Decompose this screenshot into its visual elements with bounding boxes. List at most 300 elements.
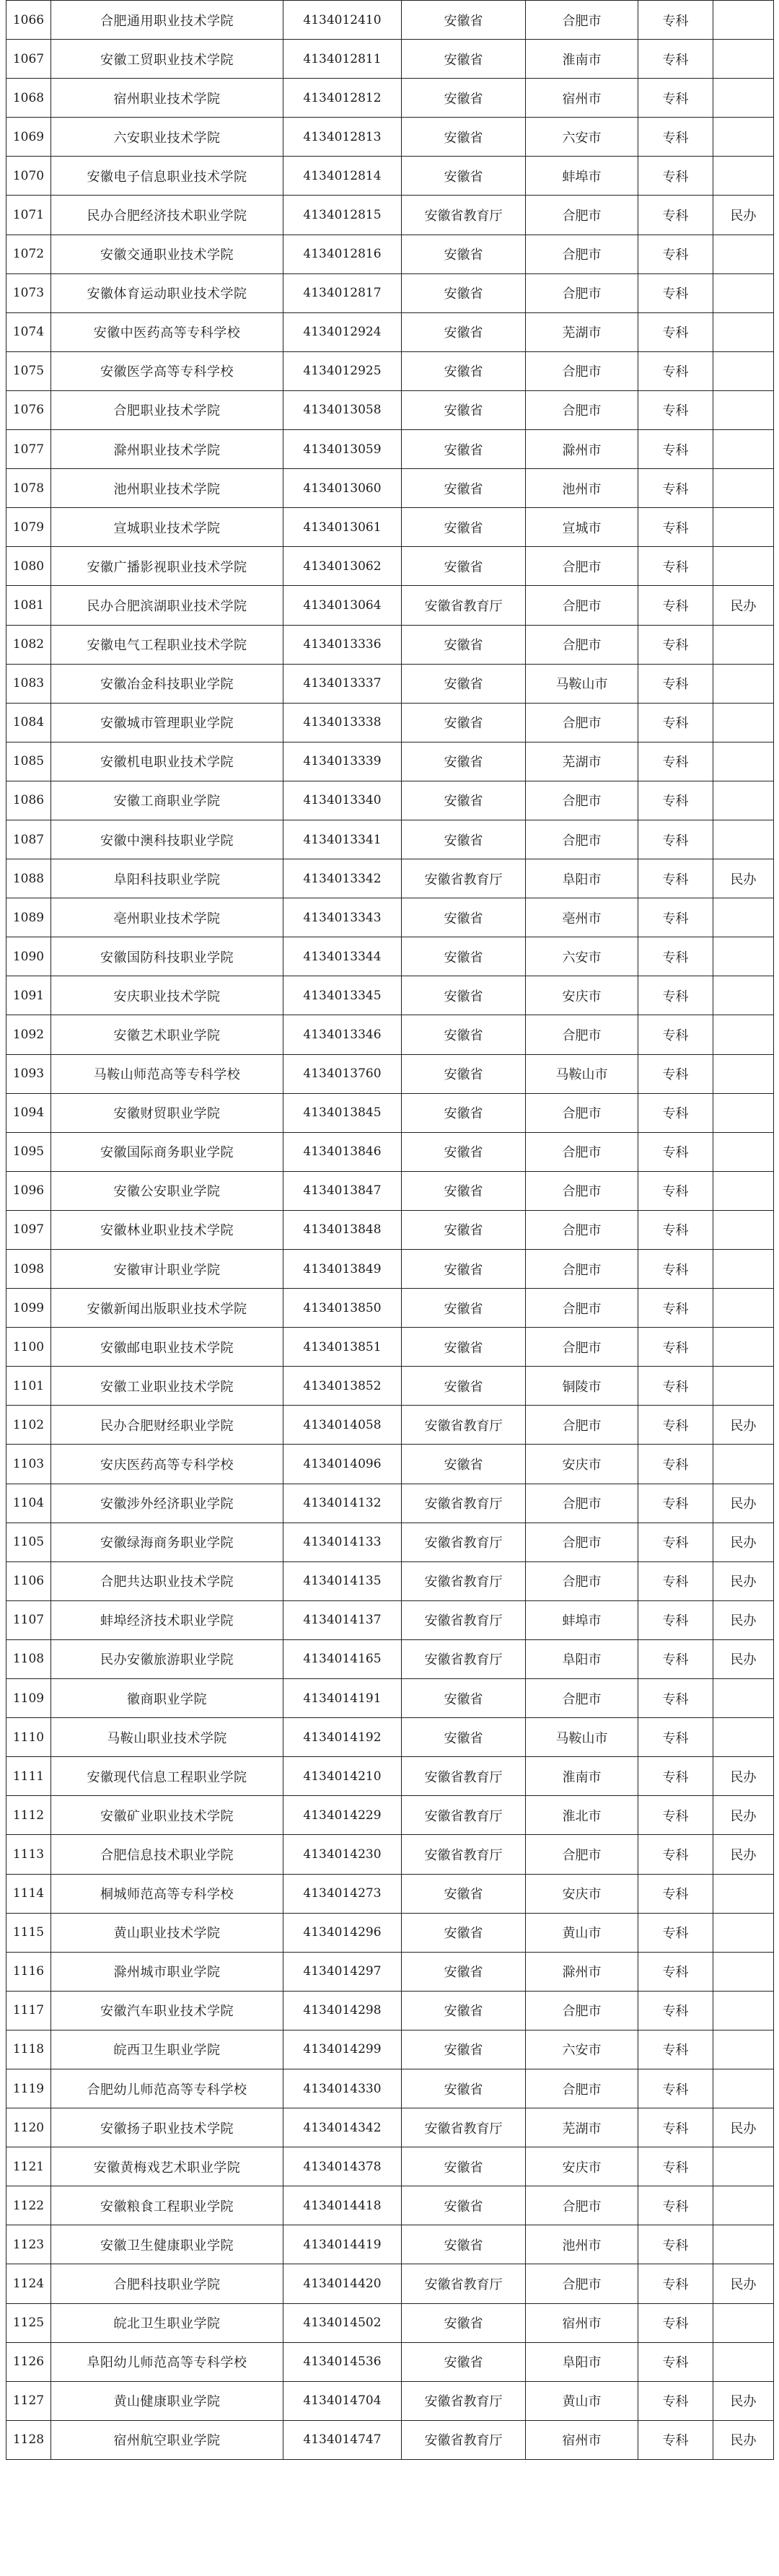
authority-cell: 安徽省: [402, 1913, 526, 1952]
table-row: [6, 2186, 774, 2225]
table-row: [6, 2264, 774, 2303]
authority-cell: 安徽省: [402, 820, 526, 859]
table-row: [6, 2108, 774, 2147]
note-cell: [713, 157, 774, 196]
table-row: [6, 2147, 774, 2186]
row-number-cell: 1106: [6, 1561, 51, 1600]
row-number-cell: 1101: [6, 1367, 51, 1406]
authority-cell: 安徽省: [402, 118, 526, 157]
row-number-cell: 1104: [6, 1484, 51, 1523]
note-cell: [713, 898, 774, 937]
note-cell: [713, 1328, 774, 1367]
note-cell: [713, 1093, 774, 1132]
school-name-cell: 安徽林业职业技术学院: [51, 1210, 283, 1249]
school-code-cell: 4134012812: [283, 79, 402, 118]
row-number-cell: 1116: [6, 1952, 51, 1991]
city-cell: 合肥市: [526, 586, 638, 625]
note-cell: [713, 2342, 774, 2381]
level-cell: 专科: [638, 1874, 713, 1913]
school-name-cell: 六安职业技术学院: [51, 118, 283, 157]
level-cell: 专科: [638, 79, 713, 118]
school-code-cell: 4134014378: [283, 2147, 402, 2186]
city-cell: 安庆市: [526, 1874, 638, 1913]
level-cell: 专科: [638, 781, 713, 820]
table-row: [6, 937, 774, 976]
school-code-cell: 4134014297: [283, 1952, 402, 1991]
city-cell: 蚌埠市: [526, 1600, 638, 1639]
level-cell: 专科: [638, 1250, 713, 1289]
city-cell: 合肥市: [526, 2186, 638, 2225]
table-row: [6, 1484, 774, 1523]
school-name-cell: 安徽艺术职业学院: [51, 1015, 283, 1054]
level-cell: 专科: [638, 1015, 713, 1054]
school-code-cell: 4134014096: [283, 1445, 402, 1484]
note-cell: [713, 508, 774, 547]
table-row: [6, 781, 774, 820]
school-code-cell: 4134013848: [283, 1210, 402, 1249]
school-code-cell: 4134014058: [283, 1406, 402, 1445]
authority-cell: 安徽省: [402, 40, 526, 79]
row-number-cell: 1090: [6, 937, 51, 976]
city-cell: 合肥市: [526, 1679, 638, 1718]
school-name-cell: 安徽粮食工程职业学院: [51, 2186, 283, 2225]
row-number-cell: 1098: [6, 1250, 51, 1289]
row-number-cell: 1086: [6, 781, 51, 820]
row-number-cell: 1110: [6, 1718, 51, 1757]
school-code-cell: 4134013847: [283, 1171, 402, 1210]
authority-cell: 安徽省: [402, 703, 526, 742]
school-code-cell: 4134013343: [283, 898, 402, 937]
city-cell: 铜陵市: [526, 1367, 638, 1406]
note-cell: 民办: [713, 586, 774, 625]
level-cell: 专科: [638, 1600, 713, 1639]
row-number-cell: 1117: [6, 1991, 51, 2030]
authority-cell: 安徽省: [402, 1718, 526, 1757]
level-cell: 专科: [638, 820, 713, 859]
city-cell: 合肥市: [526, 820, 638, 859]
level-cell: 专科: [638, 703, 713, 742]
school-name-cell: 安徽新闻出版职业技术学院: [51, 1289, 283, 1328]
school-name-cell: 安徽现代信息工程职业学院: [51, 1757, 283, 1796]
table-row: [6, 1523, 774, 1561]
authority-cell: 安徽省: [402, 1054, 526, 1093]
row-number-cell: 1095: [6, 1132, 51, 1171]
table-row: [6, 1639, 774, 1678]
level-cell: 专科: [638, 1445, 713, 1484]
city-cell: 宿州市: [526, 79, 638, 118]
note-cell: [713, 1991, 774, 2030]
school-name-cell: 合肥幼儿师范高等专科学校: [51, 2069, 283, 2108]
school-code-cell: 4134014299: [283, 2030, 402, 2069]
note-cell: [713, 79, 774, 118]
school-code-cell: 4134014230: [283, 1835, 402, 1874]
row-number-cell: 1085: [6, 742, 51, 781]
authority-cell: 安徽省: [402, 1210, 526, 1249]
authority-cell: 安徽省: [402, 1, 526, 40]
school-name-cell: 合肥科技职业学院: [51, 2264, 283, 2303]
note-cell: [713, 469, 774, 508]
note-cell: [713, 1874, 774, 1913]
city-cell: 安庆市: [526, 976, 638, 1015]
authority-cell: 安徽省: [402, 157, 526, 196]
authority-cell: 安徽省教育厅: [402, 1600, 526, 1639]
level-cell: 专科: [638, 1171, 713, 1210]
table-row: [6, 40, 774, 79]
school-name-cell: 安徽汽车职业技术学院: [51, 1991, 283, 2030]
level-cell: 专科: [638, 2225, 713, 2264]
city-cell: 芜湖市: [526, 742, 638, 781]
note-cell: 民办: [713, 2108, 774, 2147]
school-name-cell: 安徽电气工程职业技术学院: [51, 625, 283, 664]
authority-cell: 安徽省: [402, 1874, 526, 1913]
row-number-cell: 1080: [6, 547, 51, 586]
school-code-cell: 4134013337: [283, 664, 402, 703]
table-row: [6, 1874, 774, 1913]
table-row: [6, 2381, 774, 2420]
school-name-cell: 宿州航空职业学院: [51, 2420, 283, 2459]
school-name-cell: 马鞍山师范高等专科学校: [51, 1054, 283, 1093]
authority-cell: 安徽省: [402, 79, 526, 118]
school-name-cell: 阜阳科技职业学院: [51, 859, 283, 898]
level-cell: 专科: [638, 1367, 713, 1406]
level-cell: 专科: [638, 1639, 713, 1678]
city-cell: 池州市: [526, 469, 638, 508]
note-cell: [713, 1171, 774, 1210]
table-row: [6, 625, 774, 664]
level-cell: 专科: [638, 1328, 713, 1367]
level-cell: 专科: [638, 2303, 713, 2342]
table-row: [6, 820, 774, 859]
table-row: [6, 351, 774, 390]
school-name-cell: 安徽城市管理职业学院: [51, 703, 283, 742]
note-cell: [713, 1132, 774, 1171]
row-number-cell: 1084: [6, 703, 51, 742]
row-number-cell: 1123: [6, 2225, 51, 2264]
school-name-cell: 安庆职业技术学院: [51, 976, 283, 1015]
school-code-cell: 4134014210: [283, 1757, 402, 1796]
note-cell: [713, 742, 774, 781]
school-code-cell: 4134014330: [283, 2069, 402, 2108]
note-cell: 民办: [713, 1757, 774, 1796]
city-cell: 合肥市: [526, 1289, 638, 1328]
note-cell: [713, 430, 774, 469]
city-cell: 合肥市: [526, 625, 638, 664]
row-number-cell: 1091: [6, 976, 51, 1015]
school-code-cell: 4134013760: [283, 1054, 402, 1093]
row-number-cell: 1081: [6, 586, 51, 625]
level-cell: 专科: [638, 235, 713, 273]
row-number-cell: 1072: [6, 235, 51, 273]
table-row: [6, 2303, 774, 2342]
note-cell: [713, 312, 774, 351]
school-code-cell: 4134014342: [283, 2108, 402, 2147]
authority-cell: 安徽省: [402, 742, 526, 781]
note-cell: 民办: [713, 2264, 774, 2303]
row-number-cell: 1075: [6, 351, 51, 390]
city-cell: 合肥市: [526, 351, 638, 390]
school-code-cell: 4134013849: [283, 1250, 402, 1289]
row-number-cell: 1066: [6, 1, 51, 40]
table-row: [6, 1718, 774, 1757]
table-row: [6, 469, 774, 508]
city-cell: 合肥市: [526, 1484, 638, 1523]
level-cell: 专科: [638, 508, 713, 547]
school-code-cell: 4134012816: [283, 235, 402, 273]
note-cell: 民办: [713, 1796, 774, 1835]
school-code-cell: 4134013845: [283, 1093, 402, 1132]
city-cell: 合肥市: [526, 273, 638, 312]
level-cell: 专科: [638, 1484, 713, 1523]
school-name-cell: 宣城职业技术学院: [51, 508, 283, 547]
note-cell: [713, 273, 774, 312]
table-row: [6, 859, 774, 898]
row-number-cell: 1125: [6, 2303, 51, 2342]
row-number-cell: 1102: [6, 1406, 51, 1445]
note-cell: [713, 703, 774, 742]
school-name-cell: 安徽审计职业学院: [51, 1250, 283, 1289]
city-cell: 合肥市: [526, 1171, 638, 1210]
note-cell: 民办: [713, 196, 774, 235]
school-list-table: [6, 0, 774, 2460]
note-cell: [713, 1679, 774, 1718]
row-number-cell: 1127: [6, 2381, 51, 2420]
school-name-cell: 池州职业技术学院: [51, 469, 283, 508]
row-number-cell: 1078: [6, 469, 51, 508]
table-row: [6, 703, 774, 742]
level-cell: 专科: [638, 1835, 713, 1874]
table-row: [6, 1367, 774, 1406]
school-name-cell: 安徽中医药高等专科学校: [51, 312, 283, 351]
level-cell: 专科: [638, 1289, 713, 1328]
table-row: [6, 898, 774, 937]
table-row: [6, 196, 774, 235]
table-row: [6, 976, 774, 1015]
school-code-cell: 4134013344: [283, 937, 402, 976]
table-row: [6, 118, 774, 157]
row-number-cell: 1108: [6, 1639, 51, 1678]
school-code-cell: 4134013852: [283, 1367, 402, 1406]
authority-cell: 安徽省教育厅: [402, 586, 526, 625]
school-code-cell: 4134014132: [283, 1484, 402, 1523]
school-code-cell: 4134014165: [283, 1639, 402, 1678]
authority-cell: 安徽省: [402, 976, 526, 1015]
level-cell: 专科: [638, 742, 713, 781]
row-number-cell: 1077: [6, 430, 51, 469]
city-cell: 马鞍山市: [526, 1718, 638, 1757]
authority-cell: 安徽省: [402, 1679, 526, 1718]
level-cell: 专科: [638, 2420, 713, 2459]
table-row: [6, 1, 774, 40]
school-name-cell: 宿州职业技术学院: [51, 79, 283, 118]
city-cell: 安庆市: [526, 1445, 638, 1484]
note-cell: [713, 2225, 774, 2264]
school-code-cell: 4134014273: [283, 1874, 402, 1913]
authority-cell: 安徽省: [402, 390, 526, 429]
level-cell: 专科: [638, 2342, 713, 2381]
authority-cell: 安徽省: [402, 1171, 526, 1210]
level-cell: 专科: [638, 1757, 713, 1796]
row-number-cell: 1067: [6, 40, 51, 79]
row-number-cell: 1068: [6, 79, 51, 118]
school-code-cell: 4134014418: [283, 2186, 402, 2225]
level-cell: 专科: [638, 1952, 713, 1991]
table-row: [6, 1679, 774, 1718]
city-cell: 宿州市: [526, 2420, 638, 2459]
level-cell: 专科: [638, 1054, 713, 1093]
authority-cell: 安徽省教育厅: [402, 1639, 526, 1678]
note-cell: [713, 2186, 774, 2225]
school-name-cell: 合肥职业技术学院: [51, 390, 283, 429]
city-cell: 合肥市: [526, 235, 638, 273]
school-name-cell: 安徽涉外经济职业学院: [51, 1484, 283, 1523]
city-cell: 合肥市: [526, 1093, 638, 1132]
authority-cell: 安徽省: [402, 2342, 526, 2381]
school-name-cell: 马鞍山职业技术学院: [51, 1718, 283, 1757]
city-cell: 六安市: [526, 118, 638, 157]
note-cell: [713, 1, 774, 40]
table-row: [6, 547, 774, 586]
school-name-cell: 安徽交通职业技术学院: [51, 235, 283, 273]
level-cell: 专科: [638, 2264, 713, 2303]
city-cell: 合肥市: [526, 390, 638, 429]
city-cell: 六安市: [526, 937, 638, 976]
level-cell: 专科: [638, 859, 713, 898]
note-cell: [713, 976, 774, 1015]
row-number-cell: 1089: [6, 898, 51, 937]
note-cell: 民办: [713, 1484, 774, 1523]
city-cell: 合肥市: [526, 1, 638, 40]
row-number-cell: 1113: [6, 1835, 51, 1874]
row-number-cell: 1079: [6, 508, 51, 547]
table-row: [6, 1015, 774, 1054]
note-cell: 民办: [713, 1406, 774, 1445]
table-row: [6, 1132, 774, 1171]
row-number-cell: 1070: [6, 157, 51, 196]
authority-cell: 安徽省: [402, 1093, 526, 1132]
level-cell: 专科: [638, 273, 713, 312]
school-name-cell: 滁州城市职业学院: [51, 1952, 283, 1991]
school-name-cell: 安徽工业职业技术学院: [51, 1367, 283, 1406]
school-name-cell: 安徽国际商务职业学院: [51, 1132, 283, 1171]
school-name-cell: 阜阳幼儿师范高等专科学校: [51, 2342, 283, 2381]
table-row: [6, 1796, 774, 1835]
note-cell: [713, 1054, 774, 1093]
level-cell: 专科: [638, 390, 713, 429]
level-cell: 专科: [638, 1718, 713, 1757]
note-cell: [713, 390, 774, 429]
school-name-cell: 黄山健康职业学院: [51, 2381, 283, 2420]
table-row: [6, 1406, 774, 1445]
authority-cell: 安徽省教育厅: [402, 1406, 526, 1445]
table-row: [6, 1757, 774, 1796]
level-cell: 专科: [638, 2147, 713, 2186]
level-cell: 专科: [638, 1406, 713, 1445]
authority-cell: 安徽省: [402, 1132, 526, 1171]
authority-cell: 安徽省教育厅: [402, 196, 526, 235]
table-row: [6, 157, 774, 196]
table-row: [6, 742, 774, 781]
school-name-cell: 民办合肥滨湖职业技术学院: [51, 586, 283, 625]
level-cell: 专科: [638, 1796, 713, 1835]
school-code-cell: 4134013851: [283, 1328, 402, 1367]
table-row: [6, 2342, 774, 2381]
school-name-cell: 安徽财贸职业学院: [51, 1093, 283, 1132]
city-cell: 合肥市: [526, 1991, 638, 2030]
level-cell: 专科: [638, 664, 713, 703]
authority-cell: 安徽省: [402, 625, 526, 664]
level-cell: 专科: [638, 157, 713, 196]
city-cell: 淮南市: [526, 40, 638, 79]
school-name-cell: 安徽工贸职业技术学院: [51, 40, 283, 79]
row-number-cell: 1114: [6, 1874, 51, 1913]
authority-cell: 安徽省: [402, 2069, 526, 2108]
row-number-cell: 1087: [6, 820, 51, 859]
level-cell: 专科: [638, 976, 713, 1015]
row-number-cell: 1128: [6, 2420, 51, 2459]
school-code-cell: 4134013339: [283, 742, 402, 781]
school-code-cell: 4134014502: [283, 2303, 402, 2342]
school-code-cell: 4134014133: [283, 1523, 402, 1561]
authority-cell: 安徽省: [402, 2303, 526, 2342]
school-code-cell: 4134012924: [283, 312, 402, 351]
row-number-cell: 1093: [6, 1054, 51, 1093]
school-code-cell: 4134014191: [283, 1679, 402, 1718]
school-code-cell: 4134013059: [283, 430, 402, 469]
row-number-cell: 1092: [6, 1015, 51, 1054]
level-cell: 专科: [638, 937, 713, 976]
level-cell: 专科: [638, 1561, 713, 1600]
school-code-cell: 4134012815: [283, 196, 402, 235]
school-code-cell: 4134013062: [283, 547, 402, 586]
city-cell: 滁州市: [526, 430, 638, 469]
authority-cell: 安徽省: [402, 664, 526, 703]
table-row: [6, 430, 774, 469]
row-number-cell: 1119: [6, 2069, 51, 2108]
authority-cell: 安徽省: [402, 547, 526, 586]
school-code-cell: 4134012814: [283, 157, 402, 196]
level-cell: 专科: [638, 1913, 713, 1952]
table-row: [6, 1952, 774, 1991]
school-code-cell: 4134012410: [283, 1, 402, 40]
authority-cell: 安徽省: [402, 1289, 526, 1328]
city-cell: 合肥市: [526, 2264, 638, 2303]
table-row: [6, 664, 774, 703]
note-cell: 民办: [713, 2381, 774, 2420]
authority-cell: 安徽省: [402, 351, 526, 390]
school-code-cell: 4134013336: [283, 625, 402, 664]
table-row: [6, 79, 774, 118]
level-cell: 专科: [638, 2186, 713, 2225]
authority-cell: 安徽省: [402, 1328, 526, 1367]
row-number-cell: 1100: [6, 1328, 51, 1367]
table-row: [6, 1093, 774, 1132]
city-cell: 黄山市: [526, 2381, 638, 2420]
school-code-cell: 4134012925: [283, 351, 402, 390]
city-cell: 合肥市: [526, 1835, 638, 1874]
level-cell: 专科: [638, 40, 713, 79]
authority-cell: 安徽省: [402, 898, 526, 937]
note-cell: [713, 118, 774, 157]
school-name-cell: 安徽邮电职业技术学院: [51, 1328, 283, 1367]
city-cell: 亳州市: [526, 898, 638, 937]
school-code-cell: 4134014747: [283, 2420, 402, 2459]
row-number-cell: 1124: [6, 2264, 51, 2303]
level-cell: 专科: [638, 1523, 713, 1561]
city-cell: 马鞍山市: [526, 1054, 638, 1093]
level-cell: 专科: [638, 1679, 713, 1718]
note-cell: [713, 625, 774, 664]
row-number-cell: 1082: [6, 625, 51, 664]
